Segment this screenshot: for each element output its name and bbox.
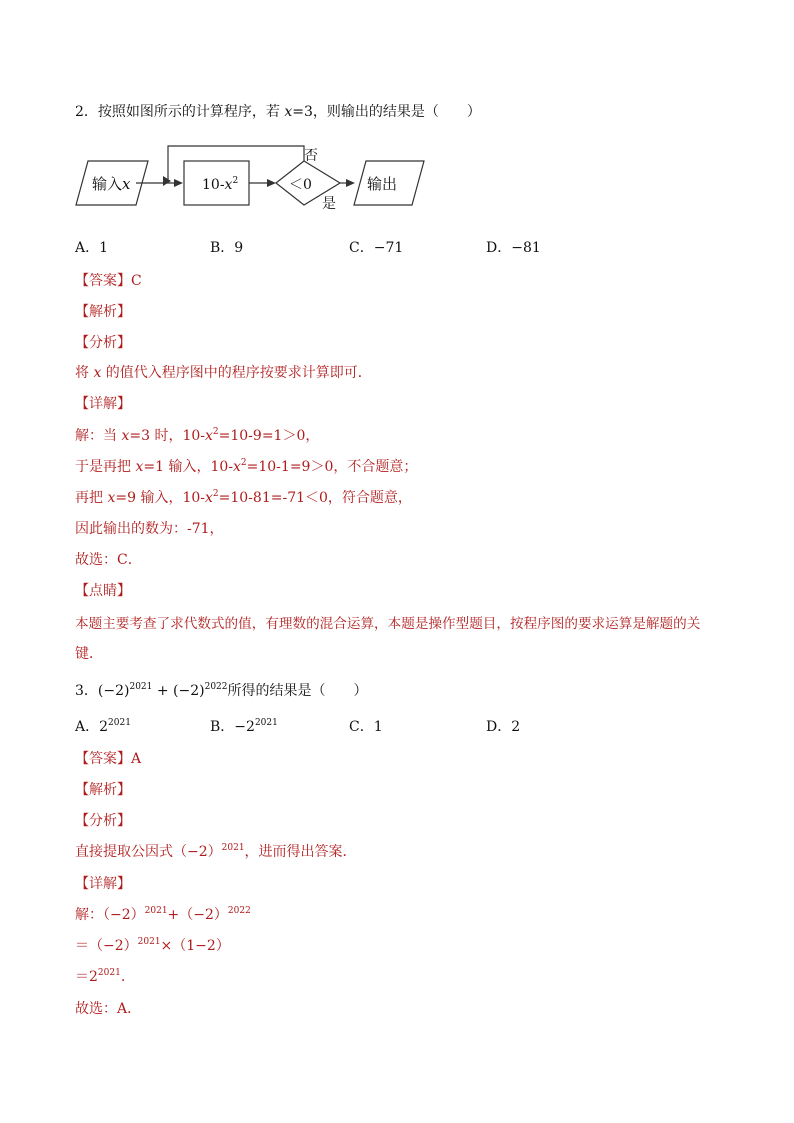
flow-input-label: 输入: [92, 175, 123, 193]
q3-xiangjie-tag: 【详解】: [75, 876, 131, 892]
q3-step-1: 解：$(-2)^{2021}+(-2)^{2022}$: [75, 906, 251, 923]
q2-jiexi-tag: 【解析】: [75, 304, 131, 320]
q2-fenxi-text: 将 x 的值代入程序图中的程序按要求计算即可．: [75, 365, 372, 381]
q2-option-d: D．−81: [486, 240, 541, 256]
q2-answer: 【答案】C: [75, 273, 142, 289]
q2-step-1: 解：当 x=3 时，$10-x^2=10-9=1>0$，: [75, 427, 320, 444]
q3-fenxi-text: 直接提取公因式$(-2)^{2021}$，进而得出答案．: [75, 843, 357, 860]
q2-option-a: A．1: [75, 240, 109, 256]
q2-option-b: B．9: [210, 240, 244, 256]
q2-number: 2．: [75, 104, 98, 120]
svg-text:10-x2: $10-x^2$: [202, 176, 239, 193]
q2-fenxi-tag: 【分析】: [75, 335, 131, 351]
q2-conclusion: 故选：C．: [75, 552, 142, 568]
q3-option-d: D．2: [486, 719, 521, 735]
flow-input-var: x: [122, 175, 131, 193]
flow-no-label: 否: [304, 148, 318, 164]
q3-conclusion: 故选：A．: [75, 1001, 142, 1017]
q2-xiangjie-tag: 【详解】: [75, 396, 131, 412]
q2-step-4: 因此输出的数为：-71，: [75, 521, 224, 537]
svg-text:输入x: [92, 175, 131, 193]
q3-option-a: A．$2^{2021}$: [75, 718, 131, 735]
q3-step-3: $=2^{2021}$.: [75, 968, 126, 985]
q2-stem: 2．按照如图所示的计算程序，若 x=3，则输出的结果是（ ）: [75, 104, 481, 120]
q2-option-c: C．−71: [349, 240, 404, 256]
flow-yes-label: 是: [322, 196, 336, 212]
q3-number: 3．: [75, 683, 98, 699]
flow-decision-text: ＜0: [289, 177, 312, 193]
flow-feedback-arrowhead: [163, 176, 171, 186]
q3-step-2: $=(-2)^{2021}\times(1-2)$: [75, 937, 230, 954]
q2-step-3: 再把 x=9 输入，$10-x^2=10-81=-71<0$，符合题意，: [75, 489, 412, 506]
q3-option-c: C．1: [349, 719, 383, 735]
q2-dianjing-line-2: 键．: [75, 646, 103, 662]
q3-jiexi-tag: 【解析】: [75, 782, 131, 798]
q2-step-2: 于是再把 x=1 输入，$10-x^2=10-1=9>0$，不合题意；: [75, 458, 418, 475]
flow-box-text: 10-: [202, 177, 225, 193]
q3-stem: 3．$(-2)^{2021} + (-2)^{2022}$所得的结果是（ ）: [75, 682, 368, 699]
q2-dianjing-line-1: 本题主要考查了求代数式的值，有理数的混合运算，本题是操作型题目，按程序图的要求运算是解题的关: [75, 616, 701, 632]
q3-fenxi-tag: 【分析】: [75, 813, 131, 829]
q3-answer: 【答案】A: [75, 751, 142, 767]
q2-flowchart: [70, 140, 430, 220]
q2-dianjing-tag: 【点睛】: [75, 583, 131, 599]
q3-option-b: B．$-2^{2021}$: [210, 718, 278, 735]
flow-output-label: 输出: [367, 175, 398, 193]
